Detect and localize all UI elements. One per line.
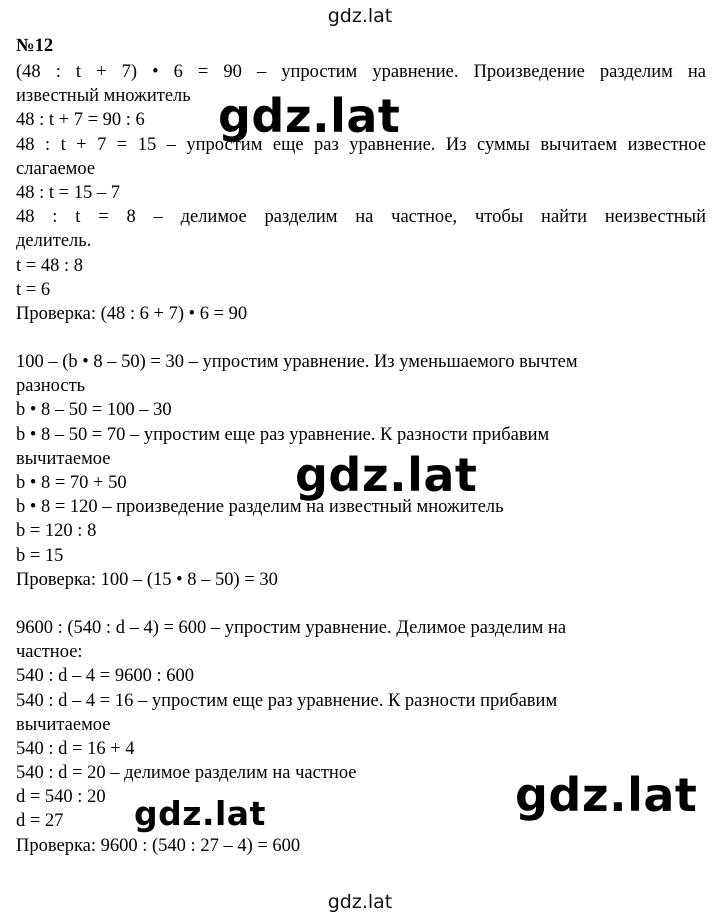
block-spacer	[16, 592, 706, 616]
verification-line: Проверка: 100 – (15 • 8 – 50) = 30	[16, 569, 278, 590]
solution-line: вычитаемое	[16, 448, 111, 469]
solution-line: 48 : t + 7 = 15 – упростим еще раз уравнение. Из суммы вычитаем известное	[16, 134, 706, 155]
verification-line: Проверка: 9600 : (540 : 27 – 4) = 600	[16, 835, 301, 856]
solution-line: 540 : d – 4 = 9600 : 600	[16, 666, 194, 687]
solution-line: 100 – (b • 8 – 50) = 30 – упростим уравнение. Из уменьшаемого вычтем	[16, 352, 578, 373]
solution-line: 540 : d = 16 + 4	[16, 738, 135, 759]
footer-site-label: gdz.lat	[327, 891, 393, 913]
solution-line: 540 : d – 4 = 16 – упростим еще раз уравнение. К разности прибавим	[16, 690, 558, 711]
solution-line: b = 120 : 8	[16, 521, 97, 542]
watermark-logo: gdz.lat	[515, 768, 698, 822]
watermark-logo: gdz.lat	[295, 448, 478, 502]
solution-line: разность	[16, 376, 86, 397]
solution-line: 48 : t + 7 = 90 : 6	[16, 110, 145, 131]
header-site-label: gdz.lat	[327, 5, 393, 27]
solution-line: t = 48 : 8	[16, 255, 83, 276]
solution-line: 48 : t = 15 – 7	[16, 182, 120, 203]
solution-line: делитель.	[16, 231, 92, 252]
watermark-logo: gdz.lat	[218, 89, 401, 143]
solution-line: t = 6	[16, 279, 51, 300]
solution-line: d = 27	[16, 811, 64, 832]
solution-line: (48 : t + 7) • 6 = 90 – упростим уравнение. Произведение разделим на	[16, 62, 706, 82]
solution-line: слагаемое	[16, 158, 96, 179]
solution-line: b • 8 = 70 + 50	[16, 473, 127, 493]
solution-line: вычитаемое	[16, 714, 111, 735]
solution-line: b • 8 = 120 – произведение разделим на известный множитель	[16, 497, 504, 518]
block-spacer	[16, 326, 706, 350]
solution-line: частное:	[16, 642, 83, 663]
solution-line: b • 8 – 50 = 70 – упростим еще раз уравнение. К разности прибавим	[16, 424, 550, 445]
watermark-logo: gdz.lat	[134, 794, 266, 833]
solution-line: 9600 : (540 : d – 4) = 600 – упростим уравнение. Делимое разделим на	[16, 617, 567, 638]
solution-line: 540 : d = 20 – делимое разделим на частное	[16, 763, 357, 784]
solution-line: b • 8 – 50 = 100 – 30	[16, 400, 172, 421]
task-number: №12	[16, 36, 54, 56]
solution-document	[16, 33, 706, 858]
solution-line: известный множитель	[16, 86, 191, 107]
solution-line: d = 540 : 20	[16, 787, 106, 808]
verification-line: Проверка: (48 : 6 + 7) • 6 = 90	[16, 303, 248, 324]
solution-line: 48 : t = 8 – делимое разделим на частное, чтобы найти неизвестный	[16, 207, 706, 228]
solution-line: b = 15	[16, 545, 64, 566]
